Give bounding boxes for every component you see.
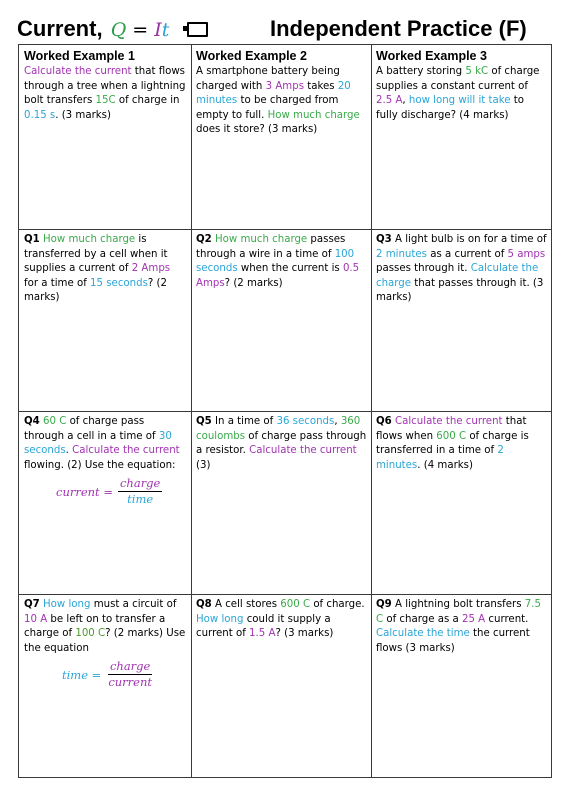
equation-lhs: time = [62, 667, 102, 682]
highlight-green: How much charge [215, 234, 308, 245]
worked-example-3 [371, 45, 551, 229]
text-run: to fully discharge? (4 marks) [376, 95, 525, 121]
text-run: for a time of [24, 277, 91, 289]
question-8 [191, 594, 371, 777]
text-run: (3) [196, 459, 211, 471]
page-header [0, 0, 577, 46]
text-run: the current flows (3 marks) [376, 628, 530, 654]
battery-icon [187, 22, 208, 37]
text-run: . (3 marks) [55, 109, 111, 121]
text-run: A cell stores [211, 599, 281, 610]
text-run: takes [304, 80, 338, 92]
current-equation [56, 477, 162, 506]
text-run: of charge pass through a cell in a time of [24, 416, 159, 442]
worksheet-grid [18, 44, 552, 778]
text-run: could it supply a current of [196, 613, 331, 640]
text-run: to be charged from empty to full. [196, 95, 339, 121]
worked-example-title: Worked Example 1 [24, 49, 135, 63]
text-run: of charge is transferred in a time of [376, 430, 529, 457]
highlight-purple: Calculate the current [395, 416, 503, 427]
question-number: Q2 [196, 234, 212, 245]
question-4 [19, 411, 191, 594]
highlight-cyan: How long [43, 599, 91, 610]
text-run: of charge supplies a constant current of [376, 66, 540, 92]
question-text [196, 234, 359, 289]
equation-numerator: charge [109, 659, 151, 674]
time-equation [62, 660, 154, 689]
highlight-purple: 3 Amps [265, 80, 304, 92]
independent-practice-title: Independent Practice (F) [270, 16, 527, 41]
question-number: Q3 [376, 234, 392, 245]
highlight-cyan: Calculate the time [376, 628, 470, 640]
question-text [376, 416, 529, 471]
highlight-purple: Calculate the current [72, 445, 180, 457]
text-run: that flows when [376, 416, 527, 442]
highlight-green: How much charge [43, 234, 136, 245]
highlight-purple: 10 A [24, 613, 48, 625]
question-number: Q4 [24, 416, 40, 427]
question-text [196, 599, 365, 639]
text-run: A battery storing [376, 66, 466, 77]
question-number: Q5 [196, 416, 212, 427]
question-6 [371, 411, 551, 594]
question-number: Q6 [376, 416, 392, 427]
text-run: of charge in [115, 95, 180, 107]
question-text [196, 416, 366, 471]
text-run: when the current is [237, 263, 343, 275]
highlight-green: 7.5 C [376, 599, 541, 625]
equation-q: Q [110, 19, 127, 41]
highlight-cyan: 2 minutes [376, 248, 427, 260]
text-run: ? (2 marks) [224, 277, 283, 289]
equation-q-it [111, 19, 170, 41]
worked-example-title: Worked Example 3 [376, 49, 487, 63]
highlight-green: 60 C [43, 416, 67, 427]
title-word: Current, [17, 16, 103, 41]
text-run: of charge pass through a resistor. [196, 430, 367, 457]
equation-numerator: charge [119, 476, 161, 491]
text-run: A light bulb is on for a time of [391, 234, 547, 245]
text-run: of charge as a [383, 613, 462, 625]
text-run: that passes through it. (3 marks) [376, 277, 544, 304]
question-text [24, 599, 185, 654]
page-title [17, 16, 169, 43]
highlight-green: 5 kC [465, 66, 489, 77]
question-text [376, 234, 547, 303]
highlight-cyan: Calculate the charge [376, 263, 539, 289]
highlight-cyan: 100 seconds [196, 248, 355, 275]
text-run: , [334, 416, 341, 427]
highlight-cyan: 36 seconds [276, 416, 335, 427]
highlight-cyan: 20 minutes [196, 80, 351, 107]
highlight-purple: 2 Amps [131, 263, 171, 275]
text-run: ? (2 marks) [24, 277, 167, 304]
text-run: be left on to transfer a charge of [24, 613, 166, 640]
highlight-cyan: 0.15 s [24, 109, 56, 121]
text-run: flowing. (2) Use the equation: [24, 459, 176, 471]
highlight-purple: 1.5 A [249, 628, 276, 640]
highlight-green: 600 C [436, 430, 467, 442]
highlight-cyan: 30 seconds [24, 430, 172, 457]
equation-i: I [154, 19, 162, 41]
worked-example-text [376, 66, 539, 121]
equation-t: t [161, 19, 170, 41]
equation-lhs: current = [56, 484, 113, 499]
highlight-green: 360 coulombs [196, 416, 361, 442]
question-2 [191, 229, 371, 411]
text-run: must a circuit of [90, 599, 177, 610]
question-9 [371, 594, 551, 777]
text-run: ? (3 marks) [275, 628, 334, 640]
question-number: Q7 [24, 599, 40, 610]
text-run: A smartphone battery being charged with [196, 66, 340, 92]
question-number: Q9 [376, 599, 392, 610]
text-run: that flows through a tree when a lightning bolt transfers [24, 66, 186, 107]
highlight-green: 600 C [280, 599, 311, 610]
question-7 [19, 594, 191, 777]
question-text [376, 599, 541, 654]
text-run: , [402, 95, 409, 107]
equation-denominator: current [108, 675, 152, 690]
question-text [24, 416, 180, 471]
worked-example-text [196, 66, 360, 135]
question-1 [19, 229, 191, 411]
question-5 [191, 411, 371, 594]
text-run: In a time of [211, 416, 277, 427]
text-run: does it store? (3 marks) [196, 124, 318, 136]
highlight-purple: 2.5 A [376, 95, 403, 107]
text-run: is transferred by a cell when it supplies a current of [24, 234, 168, 275]
highlight-purple: 25 A [461, 613, 486, 625]
highlight-purple: Calculate the current [249, 445, 357, 457]
highlight-green: 15C [95, 95, 116, 107]
text-run: as a current of [426, 248, 508, 260]
highlight-cyan: how long will it take [408, 95, 511, 107]
question-3 [371, 229, 551, 411]
equation-equals: = [126, 19, 155, 41]
worked-example-title: Worked Example 2 [196, 49, 307, 63]
highlight-purple: Calculate the current [24, 66, 132, 77]
highlight-cyan: 15 seconds [90, 277, 148, 289]
text-run: current. [485, 613, 529, 625]
question-number: Q1 [24, 234, 40, 245]
text-run: passes through a wire in a time of [196, 234, 346, 260]
text-run: ? (2 marks) Use the equation [24, 628, 186, 654]
question-text [24, 234, 170, 303]
highlight-olive: 100 C [75, 628, 106, 640]
highlight-purple: 0.5 Amps [196, 263, 360, 289]
text-run: of charge. [310, 599, 365, 610]
worked-example-2 [191, 45, 371, 229]
text-run: passes through it. [376, 263, 471, 275]
worked-example-1 [19, 45, 191, 229]
highlight-cyan: 2 minutes [376, 445, 504, 471]
text-run: . [65, 445, 73, 457]
equation-denominator: time [127, 492, 154, 507]
text-run: . (4 marks) [417, 459, 473, 471]
highlight-green: How much charge [267, 109, 360, 121]
question-number: Q8 [196, 599, 212, 610]
highlight-purple: 5 amps [507, 248, 546, 260]
worked-example-text [24, 66, 186, 121]
highlight-cyan: How long [196, 613, 244, 625]
text-run: A lightning bolt transfers [391, 599, 525, 610]
